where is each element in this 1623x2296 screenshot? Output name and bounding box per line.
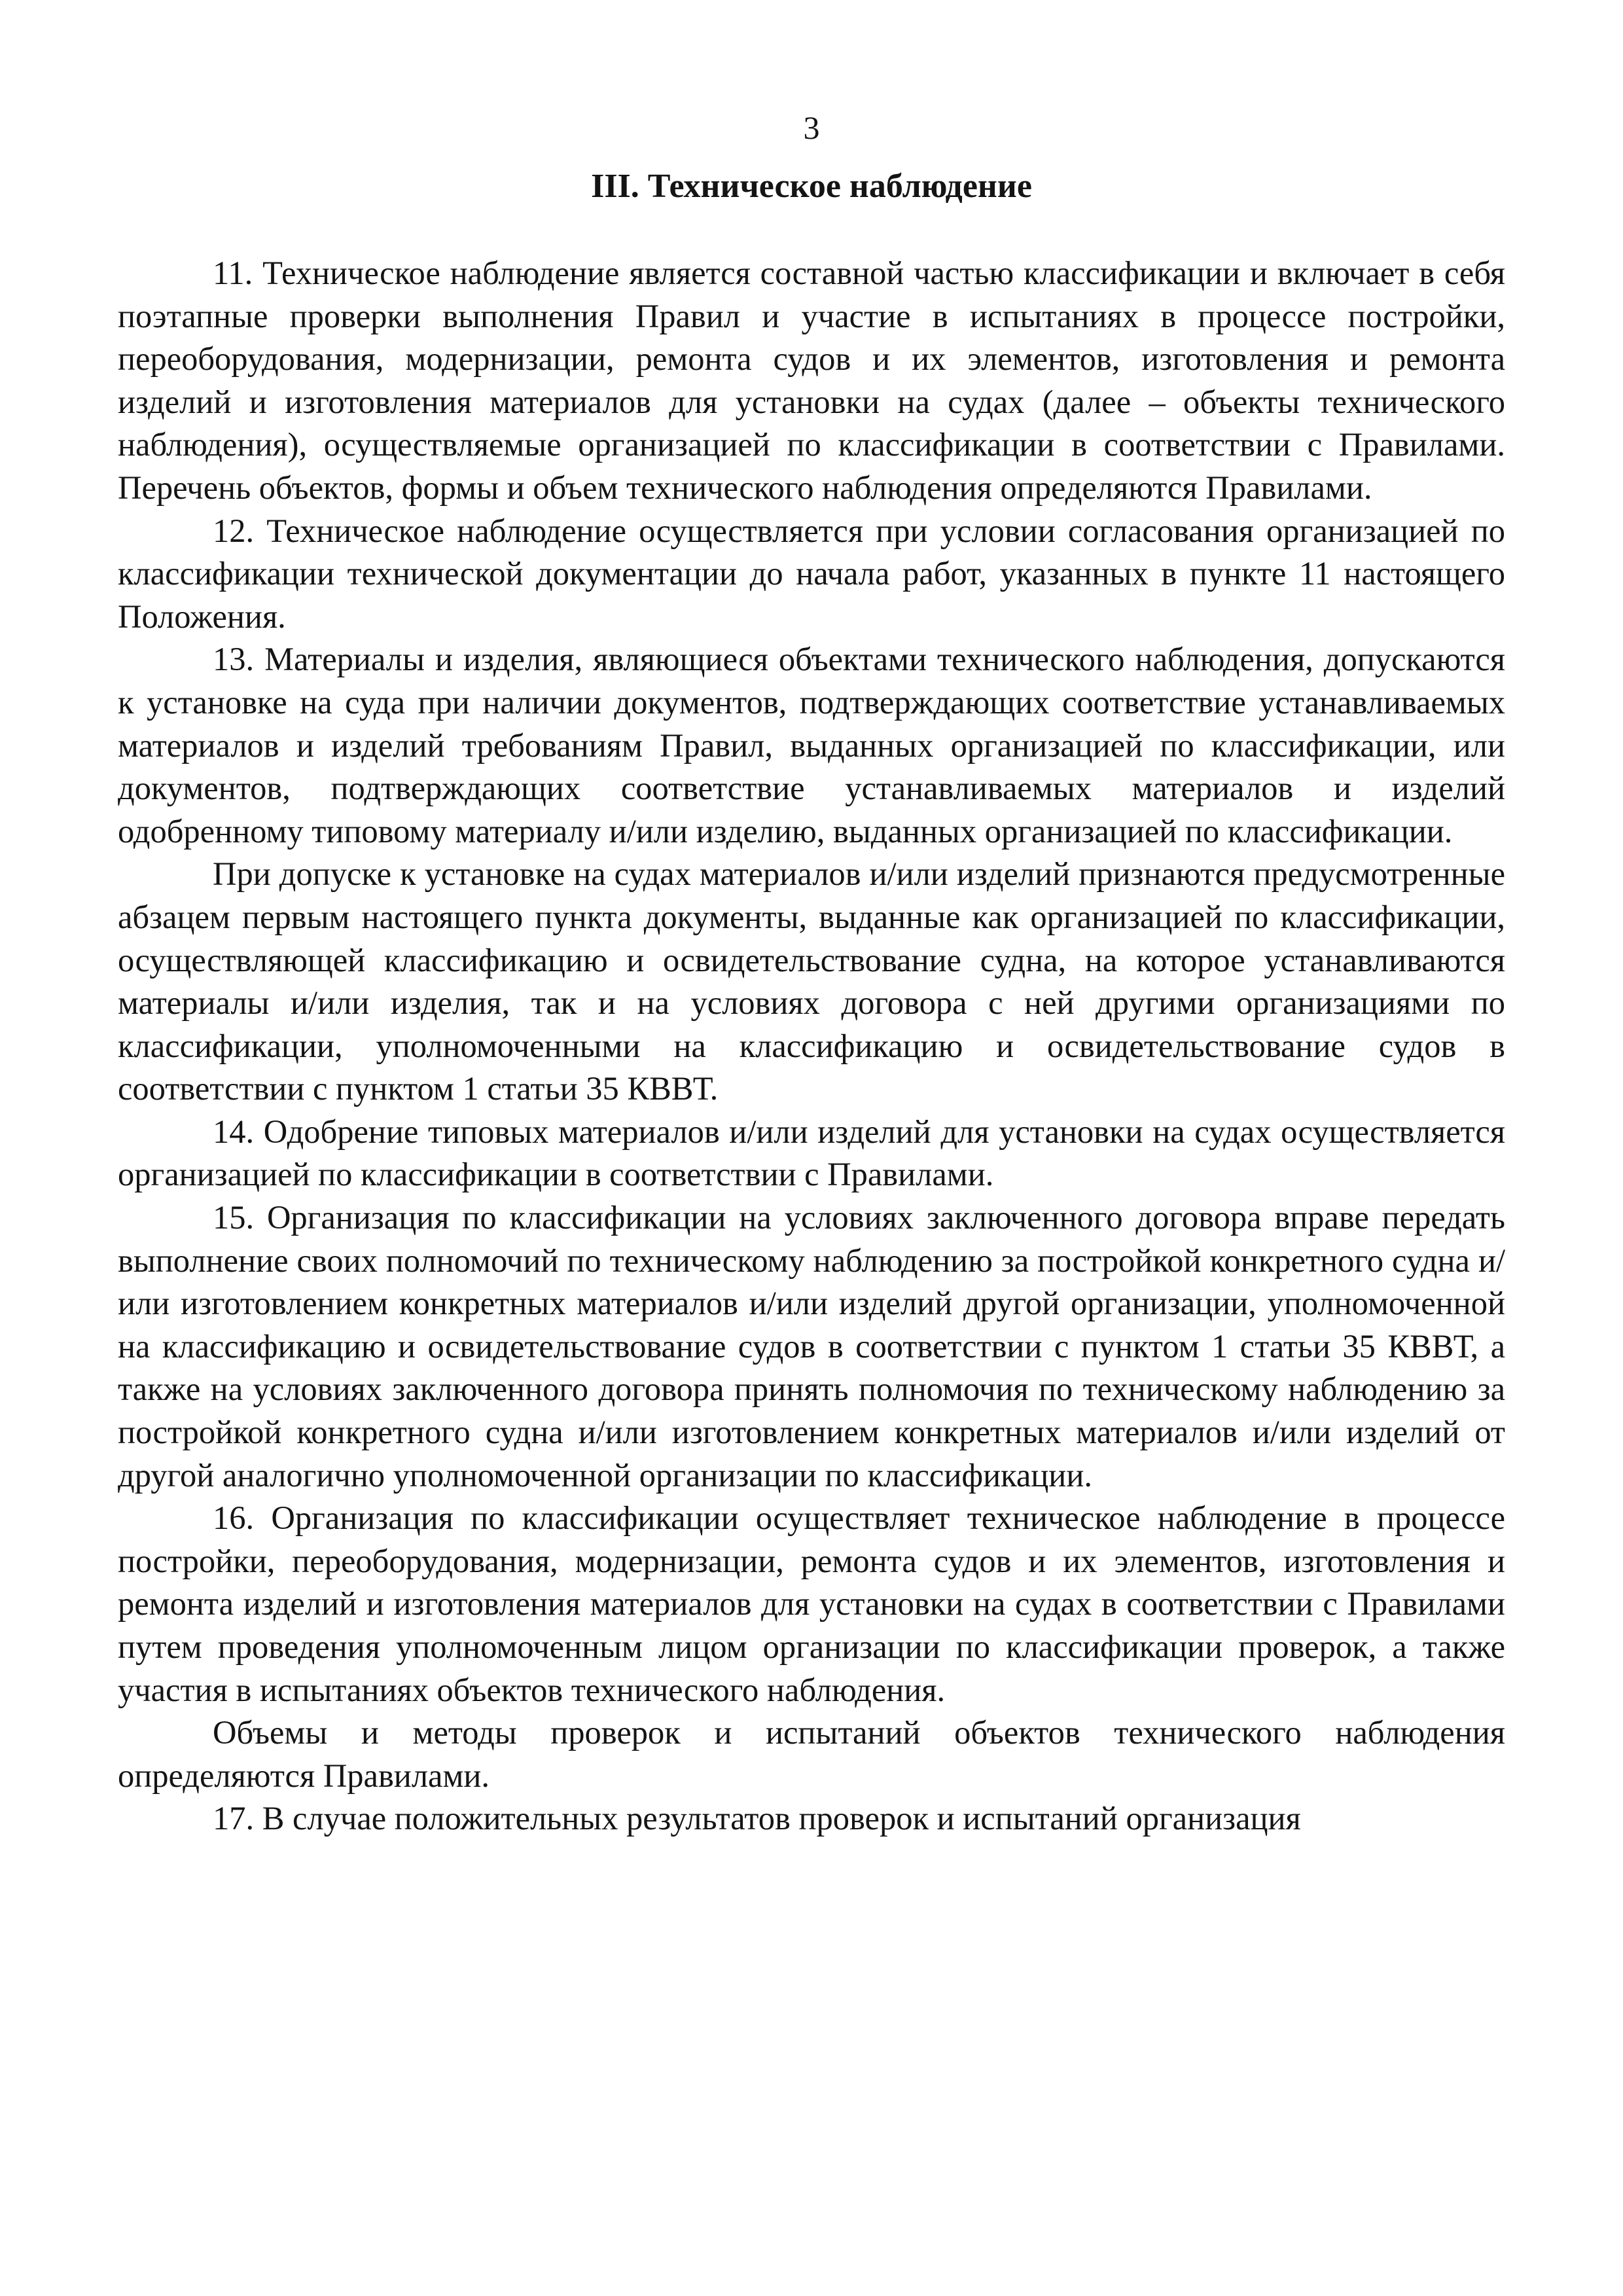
paragraph-13: 13. Материалы и изделия, являющиеся объектами технического наблюдения, допускаются к установке на суда при наличии документов, подтверждающих соответствие устанавливаемых материалов и изделий требованиям Правил, выданных организацией по классификации, или документов, подтверждающих соответствие устанавливаемых материалов и изделий одобренному типовому материалу и/или изделию, выданных организацией по классификации.	[118, 641, 1505, 850]
paragraph-11: 11. Техническое наблюдение является составной частью классификации и включает в себя поэтапные проверки выполнения Правил и участие в испытаниях в процессе постройки, переоборудования, модернизации, ремонта судов и их элементов, изготовления и ремонта изделий и изготовления материалов для установки на судах (далее – объекты технического наблюдения), осуществляемые организацией по классификации в соответствии с Правилами. Перечень объектов, формы и объем технического наблюдения определяются Правилами.	[118, 255, 1505, 506]
page-number: 3	[803, 109, 820, 146]
document-body	[118, 252, 1505, 1840]
paragraph-14: 14. Одобрение типовых материалов и/или изделий для установки на судах осуществляется организацией по классификации в соответствии с Правилами.	[118, 1113, 1505, 1193]
paragraph-15: 15. Организация по классификации на условиях заключенного договора вправе передать выполнение своих полномочий по техническому наблюдению за постройкой конкретного судна и/или изготовлением конкретных материалов и/или изделий другой организации, уполномоченной на классификацию и освидетельствование судов в соответствии с пунктом 1 статьи 35 КВВТ, а также на условиях заключенного договора принять полномочия по техническому наблюдению за постройкой конкретного судна и/или изготовлением конкретных материалов и/или изделий от другой аналогично уполномоченной организации по классификации.	[118, 1199, 1505, 1494]
paragraph-12: 12. Техническое наблюдение осуществляется при условии согласования организацией по классификации технической документации до начала работ, указанных в пункте 11 настоящего Положения.	[118, 512, 1505, 635]
paragraph-17: 17. В случае положительных результатов проверок и испытаний организация	[213, 1800, 1301, 1837]
section-title: III. Техническое наблюдение	[591, 168, 1032, 205]
paragraph-13-part-2: При допуске к установке на судах материалов и/или изделий признаются предусмотренные абзацем первым настоящего пункта документы, выданные как организацией по классификации, осуществляющей классификацию и освидетельствование судна, на которое устанавливаются материалы и/или изделия, так и на условиях договора с ней другими организациями по классификации, уполномоченными на классификацию и освидетельствование судов в соответствии с пунктом 1 статьи 35 КВВТ.	[118, 855, 1505, 1107]
paragraph-16: 16. Организация по классификации осуществляет техническое наблюдение в процессе постройки, переоборудования, модернизации, ремонта судов и их элементов, изготовления и ремонта изделий и изготовления материалов для установки на судах в соответствии с Правилами путем проведения уполномоченным лицом организации по классификации проверок, а также участия в испытаниях объектов технического наблюдения.	[118, 1499, 1505, 1708]
paragraph-16-part-2: Объемы и методы проверок и испытаний объектов технического наблюдения определяются Правилами.	[118, 1714, 1505, 1794]
